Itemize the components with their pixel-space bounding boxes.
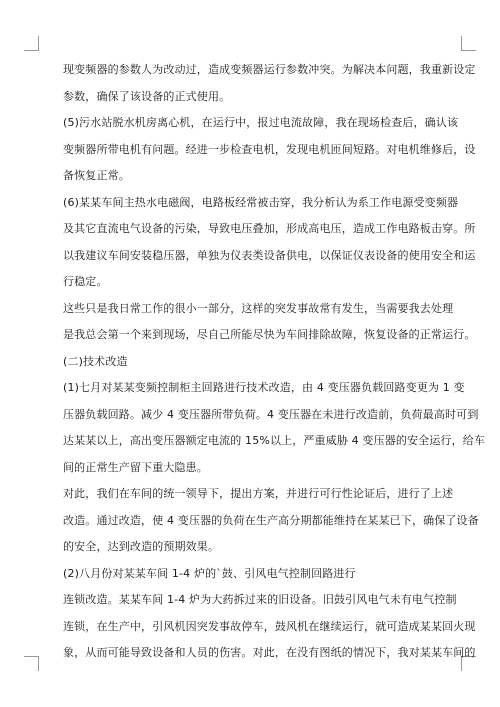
text-line: 改造。通过改造，使 4 变压器的负荷在生产高分期都能维持在某某已下，确保了设备	[63, 513, 479, 527]
text-line: 行稳定。	[63, 275, 108, 288]
text-line: (5)污水站脱水机房离心机，在运行中，报过电流故障，我在现场检查后，确认该	[63, 116, 459, 129]
text-line: 达某某以上，高出变压器额定电流的 15%以上，严重威胁 4 变压器的安全运行，给车	[63, 434, 486, 447]
text-line: (2)八月份对某某车间 1-4 炉的`鼓、引风电气控制回路进行	[63, 566, 356, 580]
section-heading: (二)技术改造	[63, 354, 128, 368]
crop-mark-bottom-left	[24, 656, 39, 671]
text-line: 备恢复正常。	[63, 169, 130, 182]
text-line: 是我总会第一个来到现场，尽自己所能尽快为车间排除故障，恢复设备的正常运行。	[63, 328, 476, 341]
text-line: 这些只是我日常工作的很小一部分，这样的突发事故常有发生，当需要我去处理	[63, 301, 454, 315]
text-line: 压器负载回路。减少 4 变压器所带负荷。4 变压器在未进行改造前，负荷最高时可到	[63, 407, 479, 421]
text-line: 以我建议车间安装稳压器，单独为仪表类设备供电，以保证仪表设备的使用安全和运	[63, 248, 476, 262]
text-line: (1)七月对某某变频控制柜主回路进行技术改造，由 4 变压器负载回路变更为 1 变	[63, 381, 465, 394]
text-line: 连锁改造。某某车间 1-4 炉为大药拆过来的旧设备。旧鼓引风电气未有电气控制	[63, 593, 457, 606]
text-line: 及其它直流电气设备的污染，导致电压叠加，形成高电压，造成工作电路板击穿。所	[63, 222, 476, 235]
crop-mark-top-right	[461, 36, 476, 51]
body-text	[63, 63, 486, 673]
text-line: 参数，确保了该设备的正式使用。	[63, 89, 231, 103]
text-line: 变频器所带电机有问题。经进一步检查电机，发现电机匝间短路。对电机维修后，设	[63, 142, 476, 156]
text-line: 连锁，在生产中，引风机因突发事故停车，鼓风机在继续运行，就可造成某某回火现	[63, 619, 476, 633]
text-line: (6)某某车间主热水电磁阀，电路板经常被击穿，我分析认为系工作电源受变频器	[63, 195, 459, 209]
crop-mark-top-left	[24, 36, 39, 51]
text-line: 间的正常生产留下重大隐患。	[63, 460, 208, 474]
text-line: 的安全，达到改造的预期效果。	[63, 540, 220, 553]
text-line: 象，从而可能导致设备和人员的伤害。对此，在没有图纸的情况下，我对某某车间的	[63, 646, 476, 659]
text-line: 现变频器的参数人为改动过，造成变频器运行参数冲突。为解决本问题，我重新设定	[63, 63, 476, 76]
text-line: 对此，我们在车间的统一领导下，提出方案，并进行可行性论证后，进行了上述	[63, 487, 454, 500]
